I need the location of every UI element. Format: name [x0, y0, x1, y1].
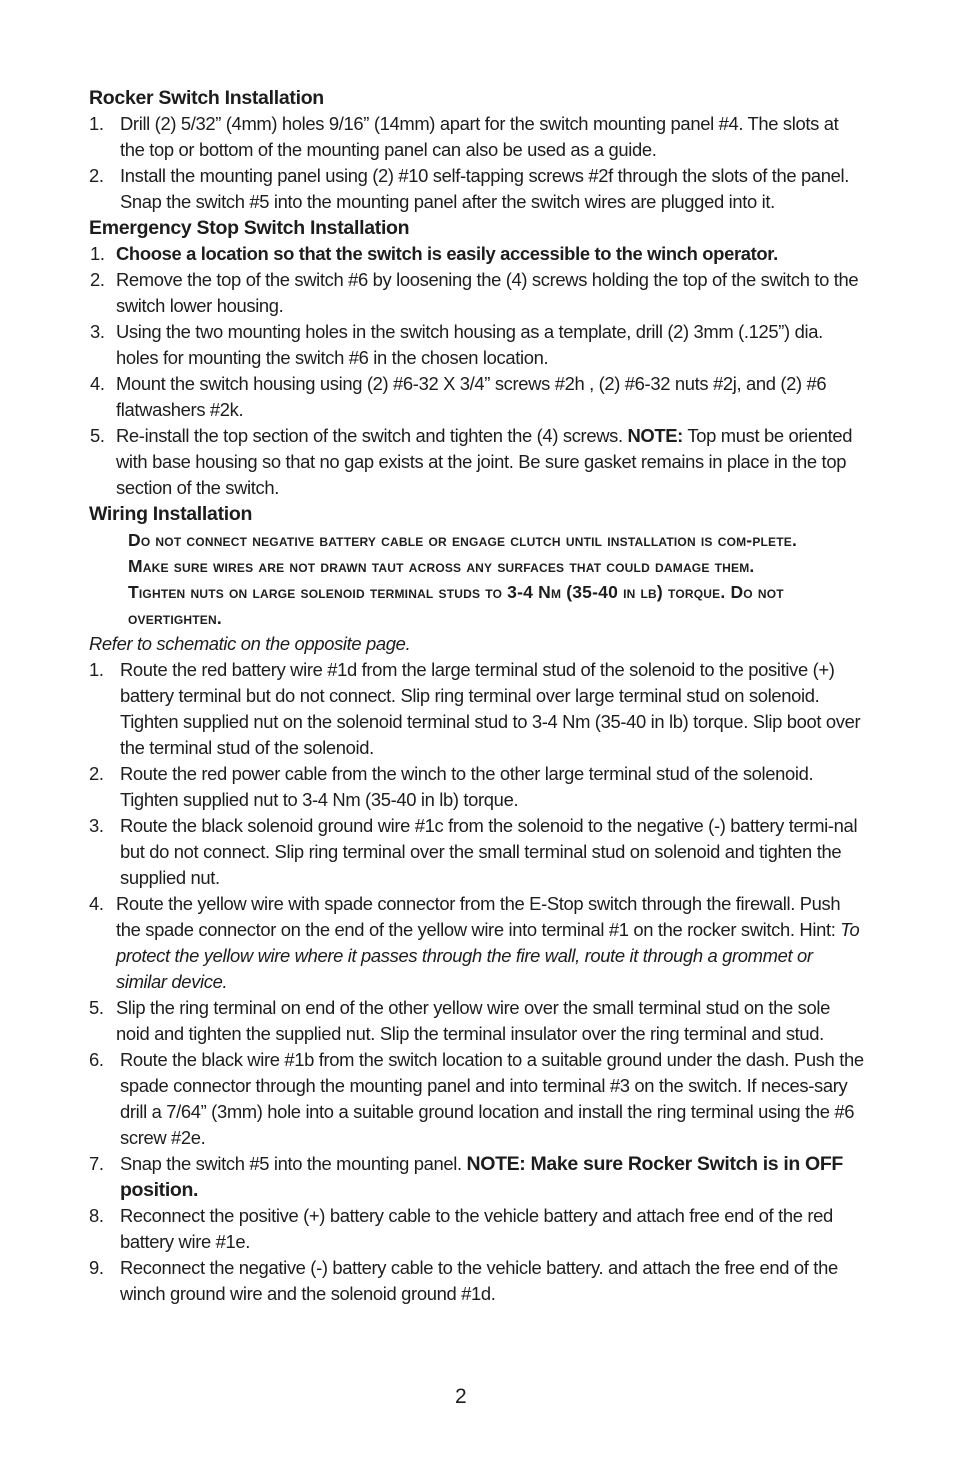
rocker-step-1	[89, 111, 864, 163]
step-text: Snap the switch #5 into the mounting panel.	[120, 1153, 462, 1174]
step-text: Route the red power cable from the winch to the other large terminal stud of the solenoid. Tighten supplied nut to 3-4 Nm (35-40 in lb) torque.	[120, 763, 814, 810]
page-number: 2	[455, 1385, 467, 1408]
step-text: Reconnect the positive (+) battery cable to the vehicle battery and attach free end of the red battery wire #1e.	[120, 1205, 833, 1252]
warning-disconnect: Do not connect negative battery cable or engage clutch until installation is com-plete.	[128, 530, 798, 550]
wiring-steps	[89, 657, 864, 1307]
step-text-continued: Top must be oriented with base housing so that no gap exists at the joint. Be sure gasket remains in place in the top section of the switch.	[116, 425, 853, 498]
step-number: 2.	[89, 165, 104, 186]
warning-torque: Tighten nuts on large solenoid terminal studs to 3-4 Nm (35-40 in lb) torque. Do not overtighten.	[128, 582, 784, 628]
step-text: Drill (2) 5/32” (4mm) holes 9/16” (14mm) apart for the switch mounting panel #4. The slots at the top or bottom of the mounting panel can also be used as a guide.	[120, 113, 839, 160]
note-off-position: NOTE: Make sure Rocker Switch is in OFF position.	[120, 1153, 843, 1201]
estop-step-2	[89, 267, 864, 319]
wiring-section-title: Wiring Installation	[89, 503, 253, 525]
step-number: 5.	[89, 997, 104, 1018]
step-number: 4.	[89, 893, 104, 914]
rocker-section-title: Rocker Switch Installation	[89, 87, 324, 109]
step-number: 1.	[89, 113, 104, 134]
estop-step-4	[89, 371, 864, 423]
step-number: 7.	[89, 1153, 104, 1174]
wiring-step-5	[89, 995, 864, 1047]
step-text: Slip the ring terminal on end of the other yellow wire over the small terminal stud on the sole noid and tighten the supplied nut. Slip the terminal insulator over the ring terminal and stud.	[116, 997, 830, 1044]
note-label: NOTE:	[627, 425, 683, 446]
step-number: 3.	[89, 815, 104, 836]
step-text: Route the black wire #1b from the switch location to a suitable ground under the dash. Push the spade connector through the mounting panel and into terminal #3 on the switch. If neces-sary drill a 7/64” (3mm) hole into a suitable ground location and install the ring terminal using the #6 screw #2e.	[120, 1049, 864, 1148]
rocker-step-2	[89, 163, 864, 189]
wiring-step-6	[89, 1047, 864, 1151]
estop-section-title: Emergency Stop Switch Installation	[89, 217, 410, 239]
step-number: 2.	[89, 763, 104, 784]
wiring-step-7	[89, 1151, 864, 1203]
step-number: 3.	[90, 321, 105, 342]
wiring-step-4	[89, 891, 864, 995]
step-text: Route the yellow wire with spade connector from the E-Stop switch through the firewall. Push the spade connector on the end of the yellow wire into terminal #1 on the rocker switch. Hint:	[116, 893, 841, 940]
wiring-step-9	[89, 1255, 864, 1307]
step-text: Re-install the top section of the switch and tighten the (4) screws.	[116, 425, 623, 446]
step-text: Choose a location so that the switch is easily accessible to the winch operator.	[116, 243, 778, 264]
estop-step-1	[89, 241, 864, 267]
step-number: 5.	[90, 425, 105, 446]
step-text: Using the two mounting holes in the switch housing as a template, drill (2) 3mm (.125”) dia. holes for mounting the switch #6 in the chosen location.	[116, 321, 823, 368]
wiring-step-3	[89, 813, 864, 891]
step-text: Install the mounting panel using (2) #10 self-tapping screws #2f through the slots of the panel.	[120, 165, 850, 186]
wiring-step-2	[89, 761, 864, 813]
step-number: 6.	[89, 1049, 104, 1070]
schematic-reference: Refer to schematic on the opposite page.	[89, 633, 411, 654]
wiring-step-8	[89, 1203, 864, 1255]
wiring-step-1	[89, 657, 864, 761]
estop-step-5	[89, 423, 864, 501]
step-text: Remove the top of the switch #6 by loosening the (4) screws holding the top of the switch to the switch lower housing.	[116, 269, 859, 316]
step-text: Route the black solenoid ground wire #1c from the solenoid to the negative (-) battery termi-nal but do not connect. Slip ring terminal over the small terminal stud on solenoid and tighten the supplied nut.	[120, 815, 858, 888]
hint-text: To protect the yellow wire where it passes through the fire wall, route it through a grommet or similar device.	[116, 919, 860, 992]
step-number: 8.	[89, 1205, 104, 1226]
step-text: Reconnect the negative (-) battery cable to the vehicle battery. and attach the free end of the winch ground wire and the solenoid ground #1d.	[120, 1257, 838, 1304]
step-text: Route the red battery wire #1d from the large terminal stud of the solenoid to the positive (+) battery terminal but do not connect. Slip ring terminal over large terminal stud on solenoid. Tighten supplied nut on the solenoid terminal stud to 3-4 Nm (35-40 in lb) torque. Slip boot over the terminal stud of the solenoid.	[120, 659, 861, 758]
step-number: 4.	[90, 373, 105, 394]
step-number: 2.	[90, 269, 105, 290]
warning-wires-taut: Make sure wires are not drawn taut across any surfaces that could damage them.	[128, 556, 755, 576]
step-number: 1.	[89, 659, 104, 680]
estop-steps	[89, 241, 864, 501]
estop-step-3	[89, 319, 864, 371]
rocker-steps	[89, 111, 864, 189]
step-number: 1.	[90, 243, 105, 264]
step-number: 9.	[89, 1257, 104, 1278]
step-text: Mount the switch housing using (2) #6-32 X 3/4” screws #2h , (2) #6-32 nuts #2j, and (2) #6 flatwashers #2k.	[116, 373, 827, 420]
rocker-snap-text: Snap the switch #5 into the mounting panel after the switch wires are plugged into it.	[120, 191, 775, 212]
